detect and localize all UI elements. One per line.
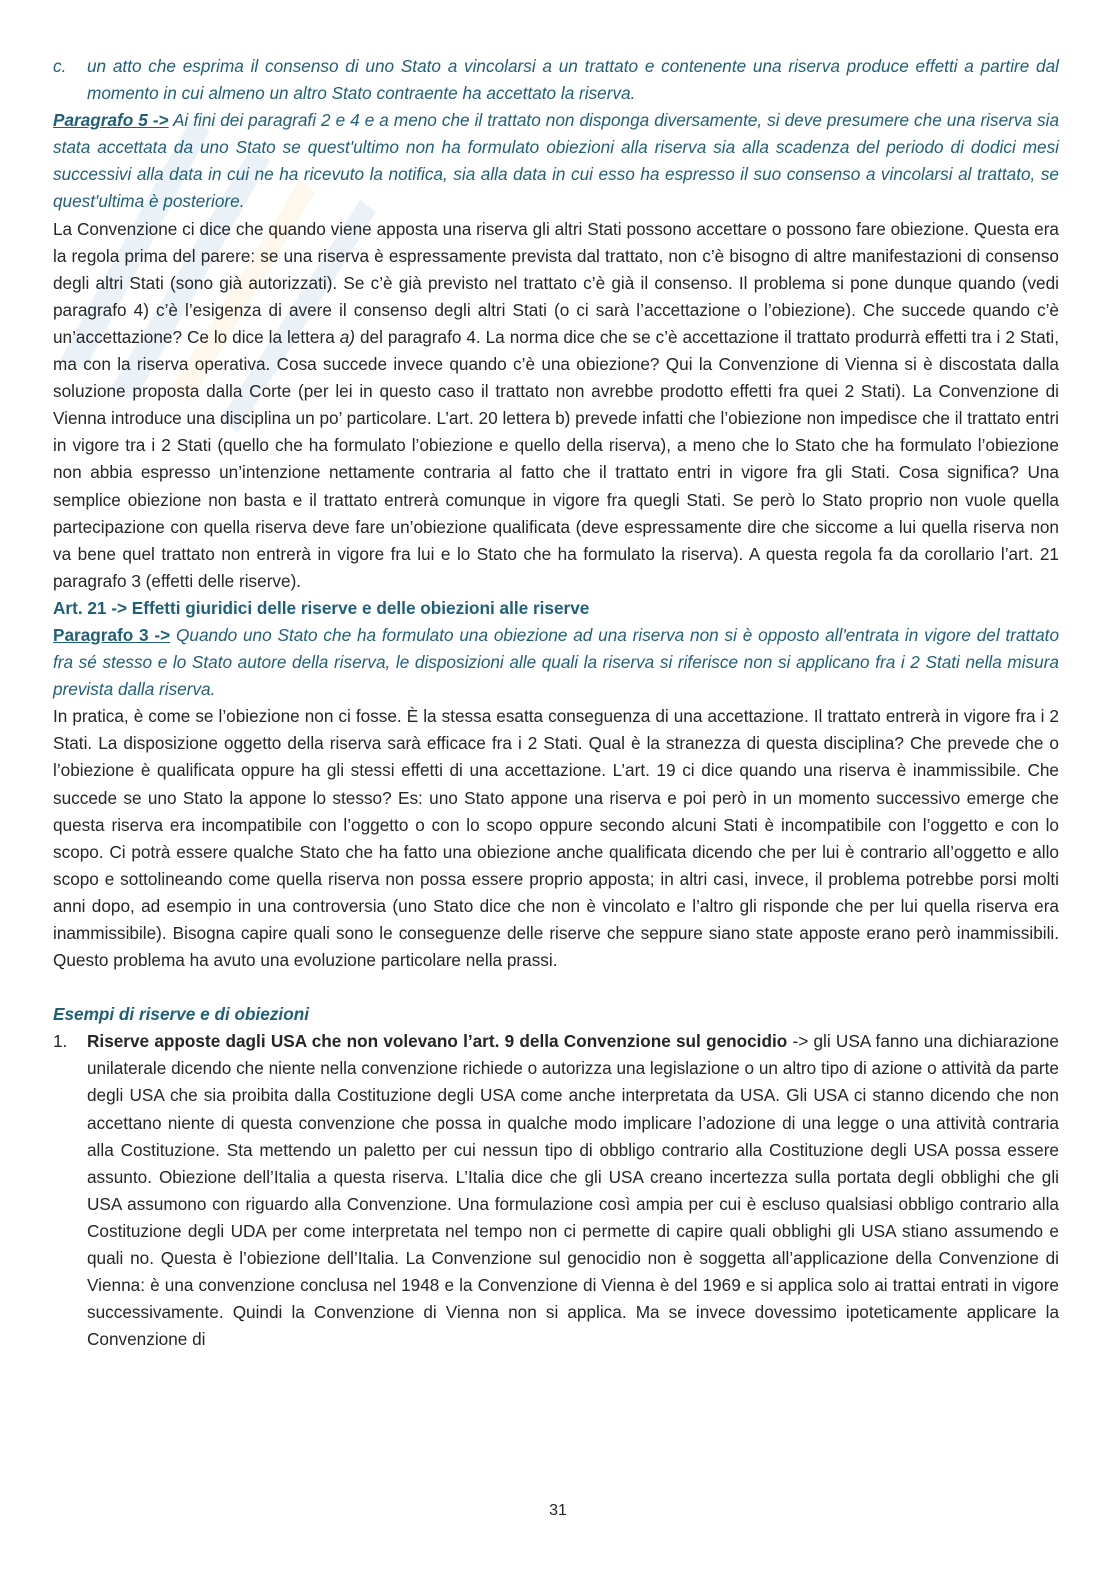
section-title: Esempi di riserve e di obiezioni bbox=[53, 1004, 309, 1025]
page-number: 31 bbox=[549, 1502, 567, 1519]
paragrafo-5-text: Ai fini dei paragrafi 2 e 4 e a meno che il trattato non disponga diversamente, si deve presumere che una riserva sia stata accettata da uno Stato se quest'ultimo non ha formulato obiezioni alla riserva sia alla scadenza del periodo di dodici mesi successivi alla data in cui ne ha ricevuto la notifica, sia alla data in cui esso ha espresso il suo consenso a vincolarsi al trattato, se quest'ultima è posteriore. bbox=[53, 110, 1060, 212]
clause-text: un atto che esprima il consenso di uno Stato a vincolarsi a un trattato e contenente una riserva produce effetti a partire dal momento in cui almeno un altro Stato contraente ha accettato la riserva. bbox=[87, 56, 1059, 104]
list-marker: 1. bbox=[53, 1031, 68, 1052]
body-italic: a) bbox=[339, 326, 355, 347]
example-item-1 bbox=[53, 1028, 1059, 1353]
example-bold-title: Riserve apposte dagli USA che non volevano l’art. 9 della Convenzione sul genocidio bbox=[87, 1031, 788, 1052]
art-21-heading: Art. 21 -> Effetti giuridici delle riserve e delle obiezioni alle riserve bbox=[53, 597, 590, 618]
body-paragraph-2: In pratica, è come se l’obiezione non ci fosse. È la stessa esatta conseguenza di una accettazione. Il trattato entrerà in vigore fra i 2 Stati. La disposizione oggetto della riserva sarà efficace fra i 2 Stati. Qual è la stranezza di questa disciplina? Che prevede che o l’obiezione è qualificata oppure ha gli stessi effetti di una accettazione. L’art. 19 ci dice quando una riserva è inammissibile. Che succede se uno Stato la appone lo stesso? Es: uno Stato appone una riserva e poi però in un momento successivo emerge che questa riserva era incompatibile con l’oggetto o con lo scopo oppure secondo alcuni Stati è incompatibile con l’oggetto e con lo scopo. Ci potrà essere qualche Stato che ha fatto una obiezione anche qualificata dicendo che per lui è contrario all’oggetto e allo scopo e sottolineando come quella riserva non possa essere proprio apposta; in altri casi, invece, il problema potrebbe porsi molti anni dopo, ad esempio in una controversia (uno Stato dice che non è vincolato e l’altro gli risponde che per lui quella riserva era inammissibile). Bisogna capire quali sono le conseguenze delle riserve che seppure siano state apposte erano però inammissibili. Questo problema ha avuto una evoluzione particolare nella prassi. bbox=[53, 706, 1059, 971]
paragrafo-5 bbox=[53, 107, 1059, 215]
example-text: -> gli USA fanno una dichiarazione unilaterale dicendo che niente nella convenzione richiede o autorizza una legislazione o un altro tipo di azione o attività da parte degli USA che sia proibita dalla Costituzione degli USA come anche interpretata da USA. Gli USA ci stanno dicendo che non accettano niente di questa convenzione che possa in qualche modo implicare l’adozione di una legge o una attività contraria alla Costituzione. Sta mettendo un paletto per cui nessun tipo di obbligo contrario alla Costituzione degli USA possa essere assunto. Obiezione dell’Italia a questa riserva. L’Italia dice che gli USA creano incertezza sulla portata degli obblighi che gli USA assumono con riguardo alla Convenzione. Una formulazione così ampia per cui è escluso qualsiasi obbligo contrario alla Costituzione degli UDA per come interpretata nel tempo non ci permette di capire quali obblighi gli USA stiano assumendo e quali no. Questa è l’obiezione dell’Italia. La Convenzione sul genocidio non è soggetta all’applicazione della Convenzione di Vienna: è una convenzione conclusa nel 1948 e la Convenzione di Vienna è del 1969 e si applica solo ai trattai entrati in vigore successivamente. Quindi la Convenzione di Vienna non si applica. Ma se invece dovessimo ipoteticamente applicare la Convenzione di bbox=[87, 1031, 1059, 1350]
clause-marker: c. bbox=[53, 56, 67, 76]
document-page bbox=[53, 53, 1059, 1353]
body-text: del paragrafo 4. La norma dice che se c’è accettazione il trattato produrrà effetti tra i 2 Stati, ma con la riserva operativa. Cosa succede invece quando c’è una obiezione? Qui la Convenzione di Vienna si è discostata dalla soluzione proposta dalla Corte (per lei in questo caso il trattato non avrebbe prodotto effetti fra quei 2 Stati). La Convenzione di Vienna introduce una disciplina un po’ particolare. L’art. 20 lettera b) prevede infatti che l’obiezione non impedisce che il trattato entri in vigore tra i 2 Stati (quello che ha formulato l’obiezione e quello della riserva), a meno che lo Stato che ha formulato l’obiezione non abbia espresso un’intenzione nettamente contraria al fatto che il trattato entri in vigore fra gli Stati. Cosa significa? Una semplice obiezione non basta e il trattato entrerà comunque in vigore fra quegli Stati. Se però lo Stato proprio non vuole quella partecipazione con quella riserva deve fare un’obiezione qualificata (deve espressamente dire che siccome a lui quella riserva non va bene quel trattato non entrerà in vigore fra lui e lo Stato che ha formulato la riserva). A questa regola fa da corollario l’art. 21 paragrafo 3 (effetti delle riserve). bbox=[53, 326, 1059, 591]
body-paragraph-1 bbox=[53, 216, 1059, 595]
body-text: La Convenzione ci dice che quando viene apposta una riserva gli altri Stati possono accettare o possono fare obiezione. Questa era la regola prima del parere: se una riserva è espressamente prevista dal trattato, non c’è bisogno di altre manifestazioni di consenso degli altri Stati (sono già autorizzati). Se c’è già previsto nel trattato c’è già il consenso. Il problema si pone dunque quando (vedi paragrafo 4) c’è l’esigenza di avere il consenso degli altri Stati (o ci sarà l’accettazione o l’obiezione). Che succede quando c’è un’accettazione? Ce lo dice la lettera bbox=[53, 218, 1059, 347]
paragrafo-3-text: Quando uno Stato che ha formulato una obiezione ad una riserva non si è opposto all'entrata in vigore del trattato fra sé stesso e lo Stato autore della riserva, le disposizioni alle quali la riserva si riferisce non si applicano fra i 2 Stati nella misura prevista dalla riserva. bbox=[53, 624, 1060, 700]
clause-c bbox=[53, 53, 1059, 107]
paragrafo-5-label: Paragrafo 5 -> bbox=[53, 110, 169, 131]
paragrafo-3 bbox=[53, 622, 1059, 703]
paragrafo-3-label: Paragrafo 3 -> bbox=[53, 624, 171, 645]
